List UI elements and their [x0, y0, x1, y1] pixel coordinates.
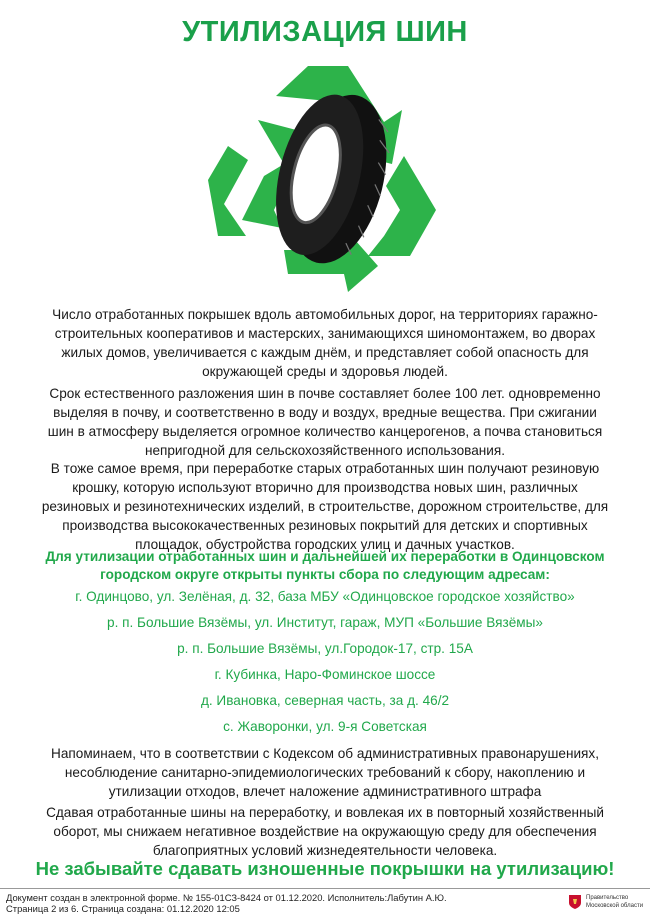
address-item: р. п. Большие Вязёмы, ул.Городок-17, стр. 15А [177, 641, 473, 656]
reminder-paragraph: Напоминаем, что в соответствии с Кодексом об административных правонарушениях, несоблюдение санитарно-эпидемиологических требований к сбору, накоплению и утилизации отходов, влечет наложение административного штрафа [51, 746, 599, 799]
moscow-region-coat-of-arms-icon [568, 894, 582, 910]
appeal-paragraph: Сдавая отработанные шины на переработку, и вовлекая их в повторный хозяйственный оборот, мы снижаем негативное воздействие на окружающую среду для обеспечения благоприятных условий жизнедеятельности человека. [46, 805, 604, 858]
recycling-paragraph: В тоже самое время, при переработке старых отработанных шин получают резиновую крошку, которую используют вторично для производства новых шин, различных резиновых и резинотехнических изделий, в строительстве, дорожном строительстве, для производства высококачественных резиновых покрытий для детских и спортивных площадок, обустройства городских улиц и дачных участков. [41, 461, 609, 552]
government-logo [568, 892, 648, 914]
address-item: г. Одинцово, ул. Зелёная, д. 32, база МБУ «Одинцовское городское хозяйство» [75, 589, 575, 604]
government-label: Правительство Московской области [586, 895, 644, 909]
decomposition-paragraph: Срок естественного разложения шин в почве составляет более 100 лет. одновременно выделяя в почву, и соответственно в воду и воздух, вредные вещества. При сжигании шин в атмосферу выделяется огромное количество канцерогенов, а почва становиться непригодной для сельскохозяйственного использования. [47, 386, 603, 458]
address-item: р. п. Большие Вязёмы, ул. Институт, гараж, МУП «Большие Вязёмы» [107, 615, 543, 630]
collection-heading: Для утилизации отработанных шин и дальнейшей их переработки в Одинцовском городском округе открыты пункты сбора по следующим адресам: [45, 549, 605, 582]
closing-slogan: Не забывайте сдавать изношенные покрышки на утилизацию! [35, 858, 615, 879]
footer-page-info: Страница 2 из 6. Страница создана: 01.12.2020 12:05 [6, 903, 240, 914]
footer-divider [0, 888, 650, 889]
footer-document-info: Документ создан в электронной форме. № 155-01СЗ-8424 от 01.12.2020. Исполнитель:Лабутин А.Ю. [6, 892, 447, 903]
page-title: УТИЛИЗАЦИЯ ШИН [182, 16, 468, 48]
intro-paragraph: Число отработанных покрышек вдоль автомобильных дорог, на территориях гаражно-строительных кооперативов и мастерских, занимающихся шиномонтажем, во дворах жилых домов, увеличивается с каждым днём, и представляет собой опасность для окружающей среды и здоровья людей. [52, 307, 598, 379]
address-item: г. Кубинка, Наро-Фоминское шоссе [214, 667, 436, 682]
address-item: с. Жаворонки, ул. 9-я Советская [223, 719, 427, 734]
recycle-arrows-with-tire-icon [188, 60, 448, 292]
address-item: д. Ивановка, северная часть, за д. 46/2 [200, 693, 450, 708]
